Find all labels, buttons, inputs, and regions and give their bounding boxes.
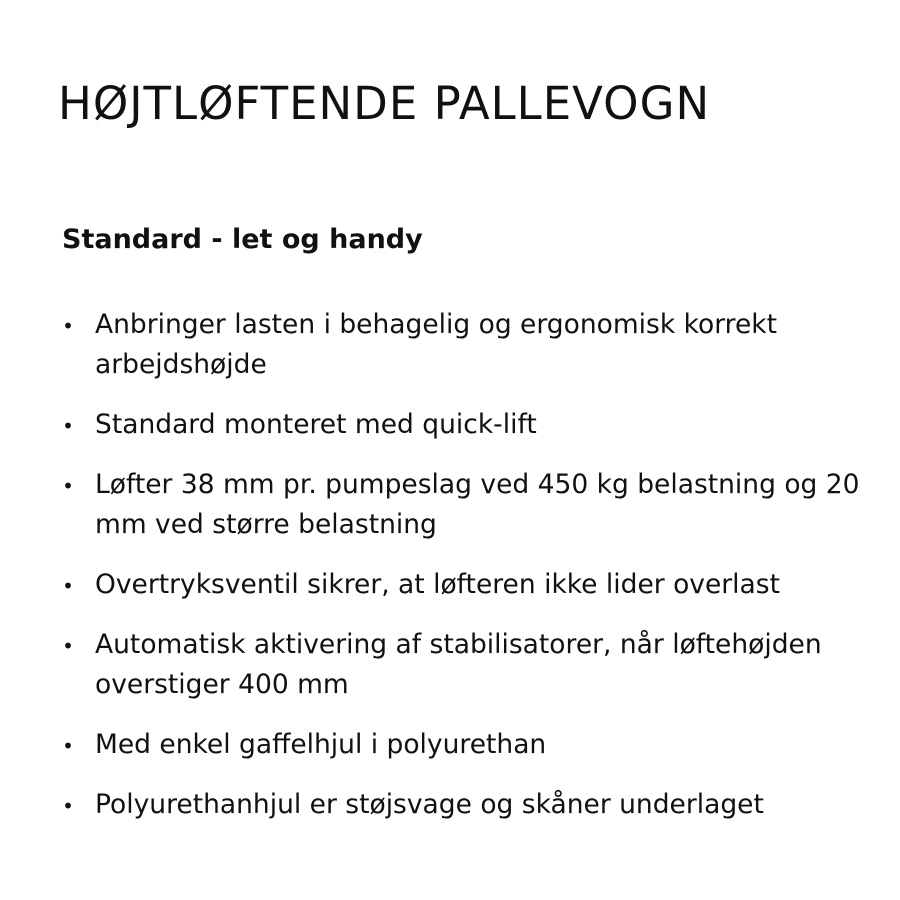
feature-text: Automatisk aktivering af stabilisatorer, når løftehøjden overstiger 400 mm <box>95 629 822 700</box>
bullet-icon: • <box>62 574 74 598</box>
bullet-icon: • <box>62 314 74 338</box>
bullet-icon: • <box>62 634 74 658</box>
list-item <box>62 405 862 445</box>
list-item <box>62 785 862 825</box>
list-item <box>62 465 862 545</box>
list-item <box>62 565 862 605</box>
bullet-icon: • <box>62 414 74 438</box>
feature-text: Polyurethanhjul er støjsvage og skåner underlaget <box>95 789 764 820</box>
list-item <box>62 625 862 705</box>
bullet-icon: • <box>62 734 74 758</box>
bullet-icon: • <box>62 794 74 818</box>
feature-list <box>62 305 862 845</box>
feature-text: Løfter 38 mm pr. pumpeslag ved 450 kg belastning og 20 mm ved større belastning <box>95 469 860 540</box>
list-item <box>62 725 862 765</box>
subtitle: Standard - let og handy <box>62 224 423 255</box>
list-item <box>62 305 862 385</box>
bullet-icon: • <box>62 474 74 498</box>
page-title: HØJTLØFTENDE PALLEVOGN <box>58 77 711 130</box>
feature-text: Anbringer lasten i behagelig og ergonomisk korrekt arbejdshøjde <box>95 309 777 380</box>
feature-text: Overtryksventil sikrer, at løfteren ikke lider overlast <box>95 569 780 600</box>
feature-text: Med enkel gaffelhjul i polyurethan <box>95 729 547 760</box>
feature-text: Standard monteret med quick-lift <box>95 409 537 440</box>
